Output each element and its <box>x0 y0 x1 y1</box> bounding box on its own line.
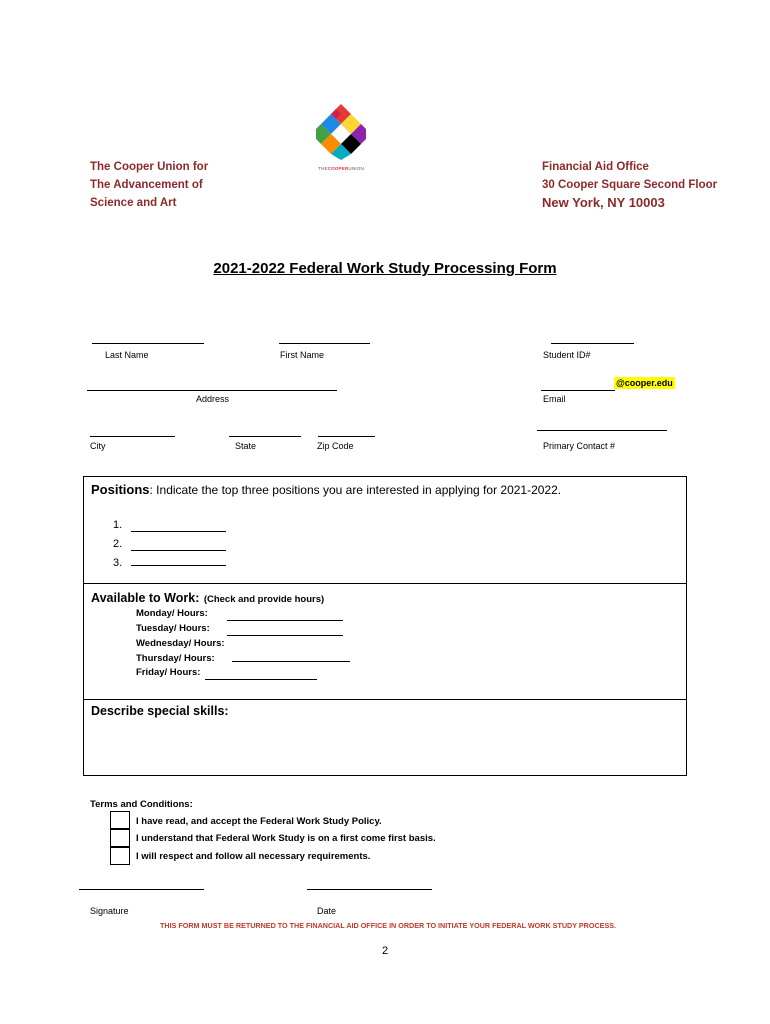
email-domain: @cooper.edu <box>616 378 673 388</box>
special-skills-heading: Describe special skills: <box>91 704 229 718</box>
special-skills-section[interactable] <box>83 699 687 776</box>
position-1-number: 1. <box>113 519 123 531</box>
logo-text-main: COOPER <box>327 166 349 171</box>
position-2-line[interactable] <box>131 550 226 551</box>
terms-item-1: I have read, and accept the Federal Work Study Policy. <box>136 816 382 827</box>
institution-name <box>90 158 208 212</box>
state-label: State <box>235 441 257 451</box>
student-id-label: Student ID# <box>543 350 591 360</box>
friday-label: Friday/ Hours: <box>136 667 201 678</box>
availability-heading-row <box>91 589 324 607</box>
monday-hours-line[interactable] <box>227 620 343 621</box>
form-title: 2021-2022 Federal Work Study Processing Form <box>213 260 557 277</box>
monday-label: Monday/ Hours: <box>136 608 208 619</box>
signature-label: Signature <box>90 906 129 916</box>
terms-checkbox-1[interactable] <box>110 811 130 829</box>
student-id-line[interactable] <box>551 343 634 344</box>
zip-label: Zip Code <box>317 441 354 451</box>
footer-notice: THIS FORM MUST BE RETURNED TO THE FINANCIAL AID OFFICE IN ORDER TO INITIATE YOUR FEDERAL WORK STUDY PROCESS. <box>160 921 617 930</box>
tuesday-label: Tuesday/ Hours: <box>136 623 210 634</box>
position-3-number: 3. <box>113 557 123 569</box>
office-street: 30 Cooper Square Second Floor <box>542 179 718 191</box>
office-address <box>542 158 717 212</box>
email-label: Email <box>543 394 566 404</box>
first-name-line[interactable] <box>279 343 370 344</box>
institution-line-2: The Advancement of <box>90 179 203 191</box>
last-name-line[interactable] <box>92 343 204 344</box>
position-2-number: 2. <box>113 538 123 550</box>
office-city: New York, NY 10003 <box>542 195 665 210</box>
positions-heading: Positions <box>91 482 150 497</box>
logo-wordmark <box>316 166 366 171</box>
terms-heading: Terms and Conditions: <box>90 799 193 810</box>
position-1-line[interactable] <box>131 531 226 532</box>
availability-heading: Available to Work: <box>91 591 200 605</box>
page-number: 2 <box>381 945 389 957</box>
thursday-hours-line[interactable] <box>232 661 350 662</box>
address-line[interactable] <box>87 390 337 391</box>
terms-checkbox-3[interactable] <box>110 847 130 865</box>
logo-mark-icon <box>316 104 366 160</box>
address-label: Address <box>196 394 230 404</box>
terms-item-2: I understand that Federal Work Study is on a first come first basis. <box>136 833 436 844</box>
office-name: Financial Aid Office <box>542 161 649 173</box>
institution-line-3: Science and Art <box>90 197 177 209</box>
institution-line-1: The Cooper Union for <box>90 161 209 173</box>
tuesday-hours-line[interactable] <box>227 635 343 636</box>
signature-line[interactable] <box>79 889 204 890</box>
city-line[interactable] <box>90 436 175 437</box>
thursday-label: Thursday/ Hours: <box>136 653 215 664</box>
position-3-line[interactable] <box>131 565 226 566</box>
positions-section <box>83 476 687 584</box>
date-label: Date <box>317 906 337 916</box>
wednesday-label: Wednesday/ Hours: <box>136 638 225 649</box>
state-line[interactable] <box>229 436 301 437</box>
logo-text-suffix: UNION <box>348 166 364 171</box>
first-name-label: First Name <box>280 350 325 360</box>
city-label: City <box>90 441 106 451</box>
primary-contact-label: Primary Contact # <box>543 441 616 451</box>
availability-section <box>83 583 687 700</box>
positions-heading-row <box>91 482 561 497</box>
primary-contact-line[interactable] <box>537 430 667 431</box>
terms-checkbox-2[interactable] <box>110 829 130 847</box>
cooper-union-logo <box>316 104 366 171</box>
last-name-label: Last Name <box>105 350 149 360</box>
logo-text-prefix: THE <box>318 166 328 171</box>
availability-note: (Check and provide hours) <box>203 594 325 605</box>
date-line[interactable] <box>307 889 432 890</box>
friday-hours-line[interactable] <box>205 679 317 680</box>
zip-line[interactable] <box>318 436 375 437</box>
positions-instruction: : Indicate the top three positions you are interested in applying for 2021-2022. <box>149 483 562 497</box>
email-line[interactable] <box>541 390 615 391</box>
terms-item-3: I will respect and follow all necessary requirements. <box>136 851 371 862</box>
